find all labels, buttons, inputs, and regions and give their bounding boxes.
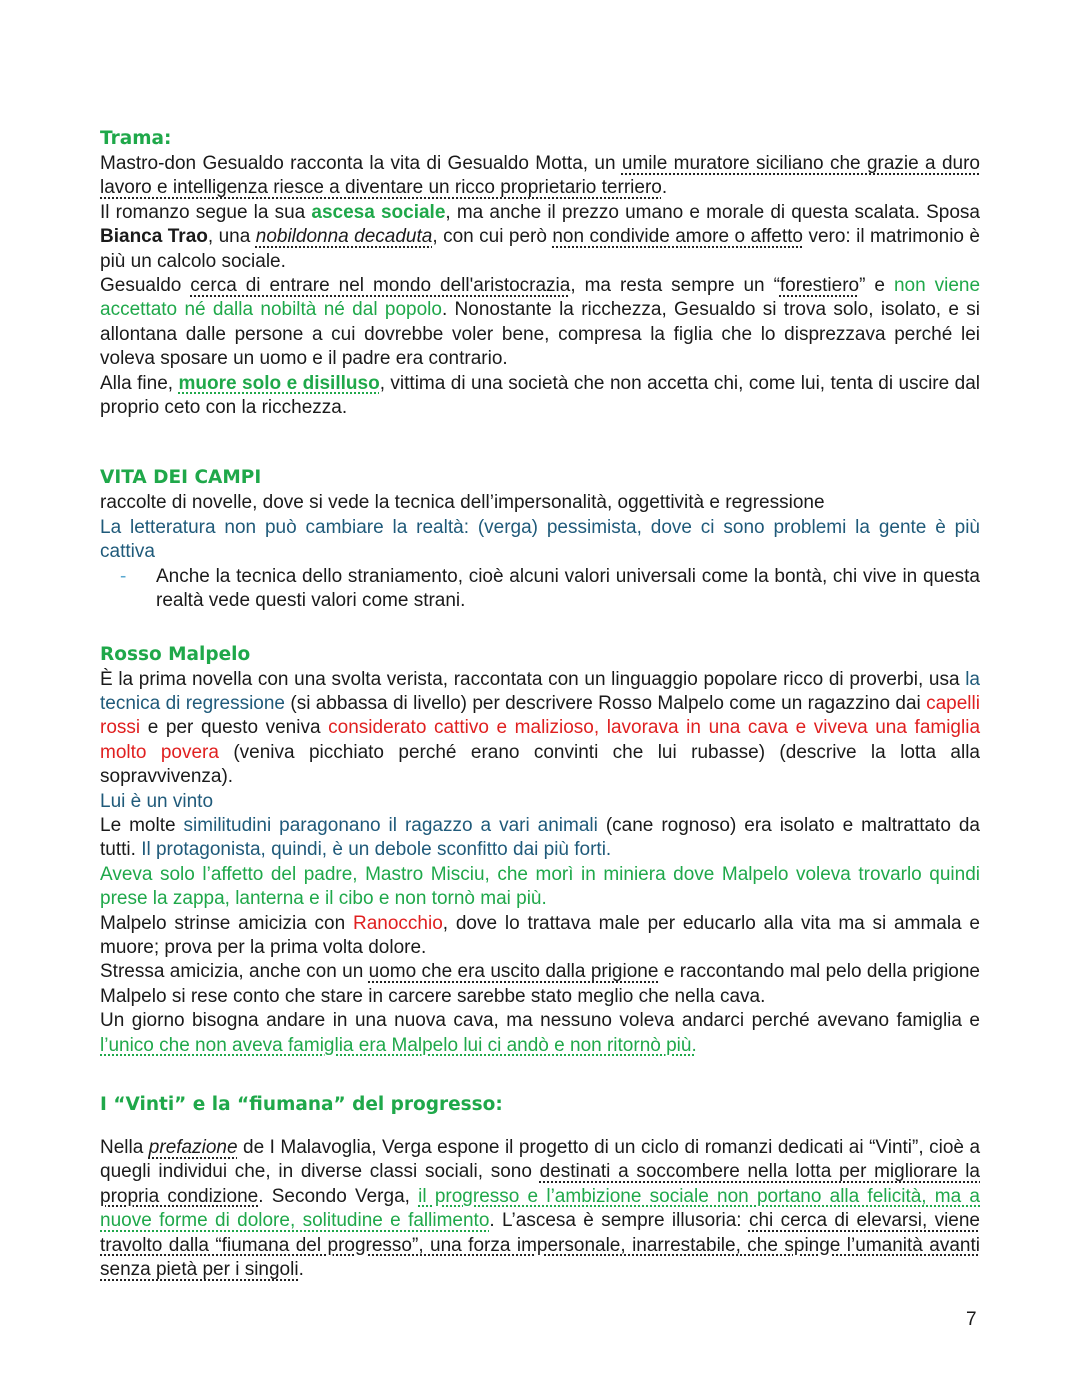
text: , con cui però — [432, 226, 553, 248]
underlined-text: destinati a soccombere nella lotta per migliorare la propria condizione — [100, 1161, 980, 1207]
vita-paragraph-2: La letteratura non può cambiare la realtà: (verga) pessimista, dove ci sono problemi la gente è più cattiva — [100, 516, 980, 563]
heading-vita-dei-campi: VITA DEI CAMPI — [100, 467, 262, 489]
italic-underlined-text: nobildonna decaduta — [255, 226, 433, 248]
highlight-red: considerato cattivo e malizioso, lavorava in una cava e viveva una famiglia molto povera — [100, 717, 981, 763]
text: (si abbassa di livello) per descrivere Rosso Malpelo come un ragazzino dai — [285, 692, 927, 714]
heading-trama: Trama: — [100, 128, 172, 149]
highlight-red: capelli rossi — [100, 692, 980, 739]
text: Malpelo strinse amicizia con — [100, 912, 353, 934]
text: Nella — [100, 1137, 149, 1158]
text: Un giorno bisogna andare in una nuova cava, ma nessuno voleva andarci perché avevano famiglia e — [100, 1010, 980, 1032]
highlight-green-underlined: il progresso e l’ambizione sociale non portano alla felicità, ma a nuove forme di dolore, solitudine e fallimento — [100, 1185, 980, 1232]
text: , dove lo trattava male per educarlo alla vita ma si ammala e muore; prova per la prima volta dolore. — [100, 912, 980, 958]
highlight-green: ascesa sociale — [311, 201, 446, 223]
highlight-blue: la tecnica di regressione — [100, 668, 980, 714]
text: Mastro-don Gesualdo racconta la vita di Gesualdo Motta, un — [100, 153, 622, 174]
trama-paragraph-4 — [100, 372, 980, 421]
underlined-text: uomo che era uscito dalla prigione — [368, 961, 659, 983]
text: Il romanzo segue la sua — [100, 201, 312, 223]
text: , ma resta sempre un “ — [570, 275, 780, 297]
text: . L’ascesa è sempre illusoria: — [489, 1210, 749, 1232]
heading-rosso-malpelo: Rosso Malpelo — [100, 643, 251, 665]
text: de I Malavoglia, Verga espone il progetto di un ciclo di romanzi dedicati ai “Vinti”, cioè a quegli individui che, in diverse classi sociali, sono — [100, 1137, 981, 1183]
text: vero: il matrimonio è più un calcolo sociale. — [100, 226, 980, 272]
rosso-paragraph-3 — [100, 814, 980, 863]
bullet-text: Anche la tecnica dello straniamento, cioè alcuni valori universali come la bontà, chi vive in questa realtà vede questi valori come strani. — [156, 565, 980, 612]
italic-underlined-text: prefazione — [148, 1137, 238, 1158]
vita-bullet — [120, 565, 980, 614]
vita-paragraph-1: raccolte di novelle, dove si vede la tecnica dell’impersonalità, oggettività e regressione — [100, 492, 825, 514]
bullet-marker: - — [120, 565, 127, 587]
text: È la prima novella con una svolta verista, raccontata con un linguaggio popolare ricco di proverbi, usa — [100, 668, 966, 690]
highlight-green-underlined: muore solo e disilluso — [178, 372, 380, 394]
text: . Secondo Verga, — [258, 1185, 419, 1207]
text: , vittima di una società che non accetta chi, come lui, tenta di uscire dal proprio ceto con la ricchezza. — [100, 372, 981, 419]
trama-paragraph-3 — [100, 274, 980, 372]
text: . — [298, 1259, 304, 1281]
underlined-text: forestiero — [779, 275, 860, 297]
underlined-text: non condivide amore o affetto — [552, 226, 803, 248]
text: ” e — [859, 275, 894, 297]
text: , ma anche il prezzo umano e morale di questa scalata. Sposa — [445, 201, 980, 223]
rosso-paragraph-6 — [100, 960, 980, 1009]
highlight-blue: similitudini paragonano il ragazzo a vari animali — [183, 814, 598, 836]
trama-paragraph-2 — [100, 201, 980, 274]
trama-paragraph-1 — [100, 152, 980, 201]
underlined-text: cerca di entrare nel mondo dell'aristocrazia — [190, 275, 571, 297]
highlight-red: Ranocchio — [352, 912, 443, 934]
page-number: 7 — [966, 1309, 977, 1330]
text: . Nonostante la ricchezza, Gesualdo si trova solo, isolato, e si allontana dalle persone a cui dovrebbe voler bene, compresa la figlia che lo disprezzava perché lei voleva sposare un uomo e il padre era contrario. — [100, 299, 980, 370]
document-page — [100, 126, 980, 1282]
heading-vinti: I “Vinti” e la “fiumana” del progresso: — [100, 1094, 503, 1115]
text: (cane rognoso) era isolato e maltrattato da tutti. — [100, 814, 980, 861]
text: Stressa amicizia, anche con un — [100, 961, 369, 983]
rosso-paragraph-5 — [100, 912, 980, 961]
rosso-paragraph-7 — [100, 1009, 980, 1058]
rosso-paragraph-1 — [100, 668, 980, 790]
text: . — [661, 177, 668, 199]
highlight-green-underlined: l’unico che non aveva famiglia era Malpelo lui ci andò e non ritornò più. — [100, 1034, 697, 1056]
vinti-paragraph — [100, 1136, 980, 1282]
rosso-paragraph-4: Aveva solo l’affetto del padre, Mastro Misciu, che morì in miniera dove Malpelo voleva trovarlo quindi prese la zappa, lanterna e il cibo e non tornò mai più. — [100, 863, 980, 910]
text: (veniva picchiato perché erano convinti che lui rubasse) (descrive la lotta alla sopravvivenza). — [100, 741, 980, 788]
text: e raccontando mal pelo della prigione Malpelo si rese conto che stare in carcere sarebbe stato meglio che nella cava. — [100, 961, 980, 1007]
text: e per questo veniva — [140, 717, 329, 739]
bold-text: Bianca Trao — [100, 226, 208, 248]
highlight-blue: Il protagonista, quindi, è un debole sconfitto dai più forti. — [141, 839, 612, 861]
underlined-text: umile muratore siciliano che grazie a duro lavoro e intelligenza riesce a diventare un ricco proprietario terriero — [100, 153, 980, 199]
underlined-text: chi cerca di elevarsi, viene travolto dalla “fiumana del progresso”, una forza impersonale, inarrestabile, che spinge l’umanità avanti senza pietà per i singoli — [100, 1210, 980, 1281]
text: Gesualdo — [100, 275, 191, 297]
highlight-green: non viene accettato né dalla nobiltà né dal popolo — [100, 275, 981, 321]
text: Alla fine, — [100, 372, 179, 394]
text: Le molte — [100, 814, 184, 836]
rosso-paragraph-2: Lui è un vinto — [100, 790, 214, 812]
text: , una — [207, 226, 256, 248]
